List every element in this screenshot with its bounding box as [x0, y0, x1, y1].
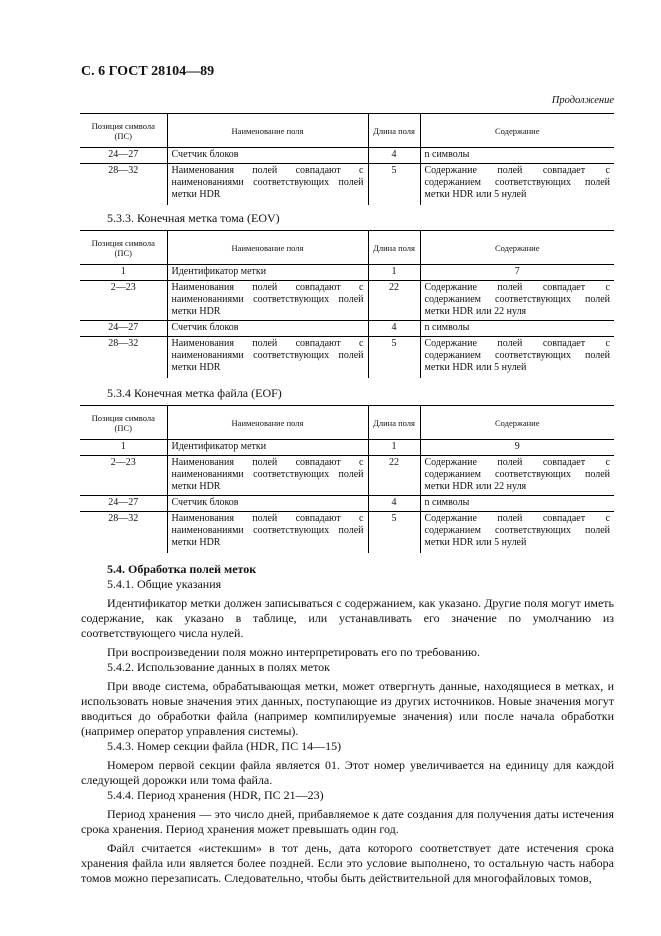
col-header-position: Позиция символа (ПС)	[80, 231, 167, 265]
cell-length: 1	[368, 265, 420, 281]
cell-content: Содержание полей совпадает с содержанием соответствующих полей метки HDR или 5 нулей	[420, 164, 614, 206]
cell-length: 5	[368, 164, 420, 206]
paragraph: При вводе система, обрабатывающая метки, может отвергнуть данные, находящиеся в метках, и использовать новые значения этих данных, поступающие из других источников. Новые значения могут вводиться до обработки файла (например компилируемые значения) или после начала обработки (например оператор управления системы).	[81, 679, 614, 738]
table-row	[80, 321, 614, 337]
table-eof	[80, 405, 614, 553]
paragraph: Файл считается «истекшим» в тот день, дата которого соответствует дате истечения срока хранения файла или является более поздней. Если это условие выполнено, то остальную часть набора томов можно перезаписать. Следовательно, чтобы быть действительной для многофайловых томов,	[81, 841, 614, 885]
heading-5-4-4: 5.4.4. Период хранения (HDR, ПС 21—23)	[107, 788, 324, 802]
table-row	[80, 148, 614, 164]
cell-content: Содержание полей совпадает с содержанием соответствующих полей метки HDR или 5 нулей	[420, 512, 614, 554]
cell-content: n символы	[420, 321, 614, 337]
table-row	[80, 281, 614, 321]
col-header-content: Содержание	[420, 114, 614, 148]
table-continued	[80, 113, 614, 205]
paragraph: Номером первой секции файла является 01. Этот номер увеличивается на единицу для каждой следующей дорожки или тома файла.	[81, 758, 614, 787]
cell-position: 28—32	[80, 164, 167, 206]
table-row	[80, 512, 614, 554]
cell-length: 22	[368, 456, 420, 496]
table-row	[80, 164, 614, 206]
heading-5-4-1: 5.4.1. Общие указания	[107, 577, 222, 591]
cell-position: 28—32	[80, 512, 167, 554]
cell-name: Идентификатор метки	[167, 265, 368, 281]
continuation-label: Продолжение	[551, 95, 614, 106]
cell-content: Содержание полей совпадает с содержанием соответствующих полей метки HDR или 22 нуля	[420, 456, 614, 496]
heading-5-4-3: 5.4.3. Номер секции файла (HDR, ПС 14—15)	[107, 739, 342, 753]
cell-name: Идентификатор метки	[167, 440, 368, 456]
cell-length: 4	[368, 321, 420, 337]
paragraph: Идентификатор метки должен записываться с содержанием, как указано. Другие поля могут иметь содержание, как указано в таблице, или устанавливать его значение по умолчанию из соответствующего числа нулей.	[81, 596, 614, 640]
cell-name: Наименования полей совпадают с наименованиями соответствующих полей метки HDR	[167, 512, 368, 554]
section-title-eov: 5.3.3. Конечная метка тома (EOV)	[107, 211, 280, 225]
table-row	[80, 265, 614, 281]
body-text	[81, 562, 614, 886]
col-header-length: Длина поля	[368, 231, 420, 265]
cell-content: n символы	[420, 148, 614, 164]
cell-length: 1	[368, 440, 420, 456]
page-header: С. 6 ГОСТ 28104—89	[81, 64, 215, 79]
cell-length: 4	[368, 496, 420, 512]
cell-content: n символы	[420, 496, 614, 512]
cell-content: 7	[420, 265, 614, 281]
col-header-position: Позиция символа (ПС)	[80, 406, 167, 440]
cell-length: 22	[368, 281, 420, 321]
col-header-name: Наименование поля	[167, 231, 368, 265]
cell-position: 1	[120, 266, 126, 277]
paragraph: При воспроизведении поля можно интерпретировать его по требованию.	[107, 645, 481, 659]
cell-position: 24—27	[108, 149, 139, 160]
section-title-eof: 5.3.4 Конечная метка файла (EOF)	[107, 386, 282, 400]
cell-position: 2—23	[80, 281, 167, 321]
heading-5-4-2: 5.4.2. Использование данных в полях меток	[107, 660, 331, 674]
col-header-length: Длина поля	[368, 114, 420, 148]
cell-position: 2—23	[80, 456, 167, 496]
heading-5-4: 5.4. Обработка полей меток	[107, 562, 257, 576]
cell-position: 28—32	[80, 337, 167, 379]
cell-name: Счетчик блоков	[167, 321, 368, 337]
col-header-content: Содержание	[420, 231, 614, 265]
cell-content: 9	[420, 440, 614, 456]
col-header-name: Наименование поля	[167, 114, 368, 148]
cell-name: Счетчик блоков	[167, 496, 368, 512]
cell-name: Наименования полей совпадают с наименованиями соответствующих полей метки HDR	[167, 164, 368, 206]
table-eov	[80, 230, 614, 378]
table-row	[80, 496, 614, 512]
col-header-content: Содержание	[420, 406, 614, 440]
col-header-name: Наименование поля	[167, 406, 368, 440]
cell-length: 4	[368, 148, 420, 164]
cell-position: 1	[120, 441, 126, 452]
table-row	[80, 440, 614, 456]
cell-content: Содержание полей совпадает с содержанием соответствующих полей метки HDR или 5 нулей	[420, 337, 614, 379]
cell-name: Счетчик блоков	[167, 148, 368, 164]
cell-content: Содержание полей совпадает с содержанием соответствующих полей метки HDR или 22 нуля	[420, 281, 614, 321]
col-header-length: Длина поля	[368, 406, 420, 440]
cell-name: Наименования полей совпадают с наименованиями соответствующих полей метки HDR	[167, 337, 368, 379]
table-row	[80, 337, 614, 379]
cell-position: 24—27	[80, 496, 167, 512]
table-row	[80, 456, 614, 496]
paragraph: Период хранения — это число дней, прибавляемое к дате создания для получения даты истечения срока хранения. Период хранения может превышать один год.	[81, 807, 614, 836]
col-header-position: Позиция символа (ПС)	[80, 114, 167, 148]
cell-position: 24—27	[80, 321, 167, 337]
cell-name: Наименования полей совпадают с наименованиями соответствующих полей метки HDR	[167, 456, 368, 496]
cell-length: 5	[368, 512, 420, 554]
cell-length: 5	[368, 337, 420, 379]
cell-name: Наименования полей совпадают с наименованиями соответствующих полей метки HDR	[167, 281, 368, 321]
